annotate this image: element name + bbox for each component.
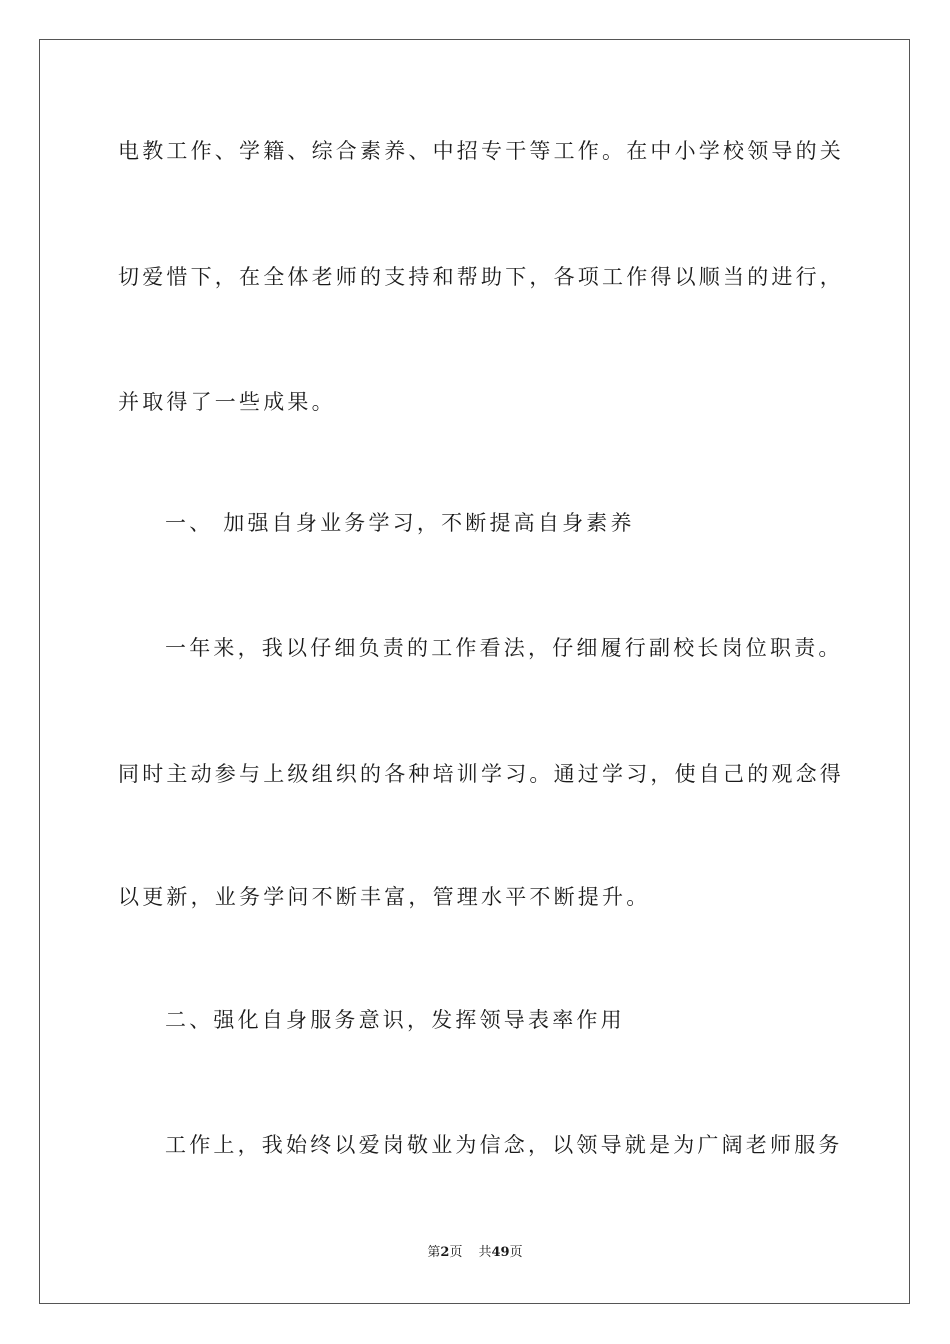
body-text-line: 一年来，我以仔细负责的工作看法，仔细履行副校长岗位职责。: [165, 636, 843, 660]
body-text-line: 以更新，业务学问不断丰富，管理水平不断提升。: [118, 885, 651, 909]
body-text-line: 电教工作、学籍、综合素养、中招专干等工作。在中小学校领导的关: [118, 139, 844, 163]
body-text-line: 同时主动参与上级组织的各种培训学习。通过学习，使自己的观念得: [118, 762, 844, 786]
total-prefix: 共: [478, 1245, 492, 1260]
page-footer: [0, 1244, 950, 1262]
total-pages: 49: [491, 1245, 510, 1260]
page-number: 2: [440, 1245, 450, 1260]
body-text-line: 切爱惜下，在全体老师的支持和帮助下，各项工作得以顺当的进行，: [118, 265, 844, 289]
total-suffix: 页: [509, 1245, 523, 1260]
page-suffix: 页: [449, 1245, 463, 1260]
body-text-line: 并取得了一些成果。: [118, 390, 336, 414]
section-heading-2: 二、强化自身服务意识，发挥领导表率作用: [165, 1008, 625, 1032]
body-text-line: 工作上，我始终以爱岗敬业为信念，以领导就是为广阔老师服务: [165, 1133, 843, 1157]
page-prefix: 第: [427, 1245, 441, 1260]
page-border: [39, 39, 910, 1304]
section-heading-1: 一、 加强自身业务学习，不断提高自身素养: [165, 511, 635, 535]
